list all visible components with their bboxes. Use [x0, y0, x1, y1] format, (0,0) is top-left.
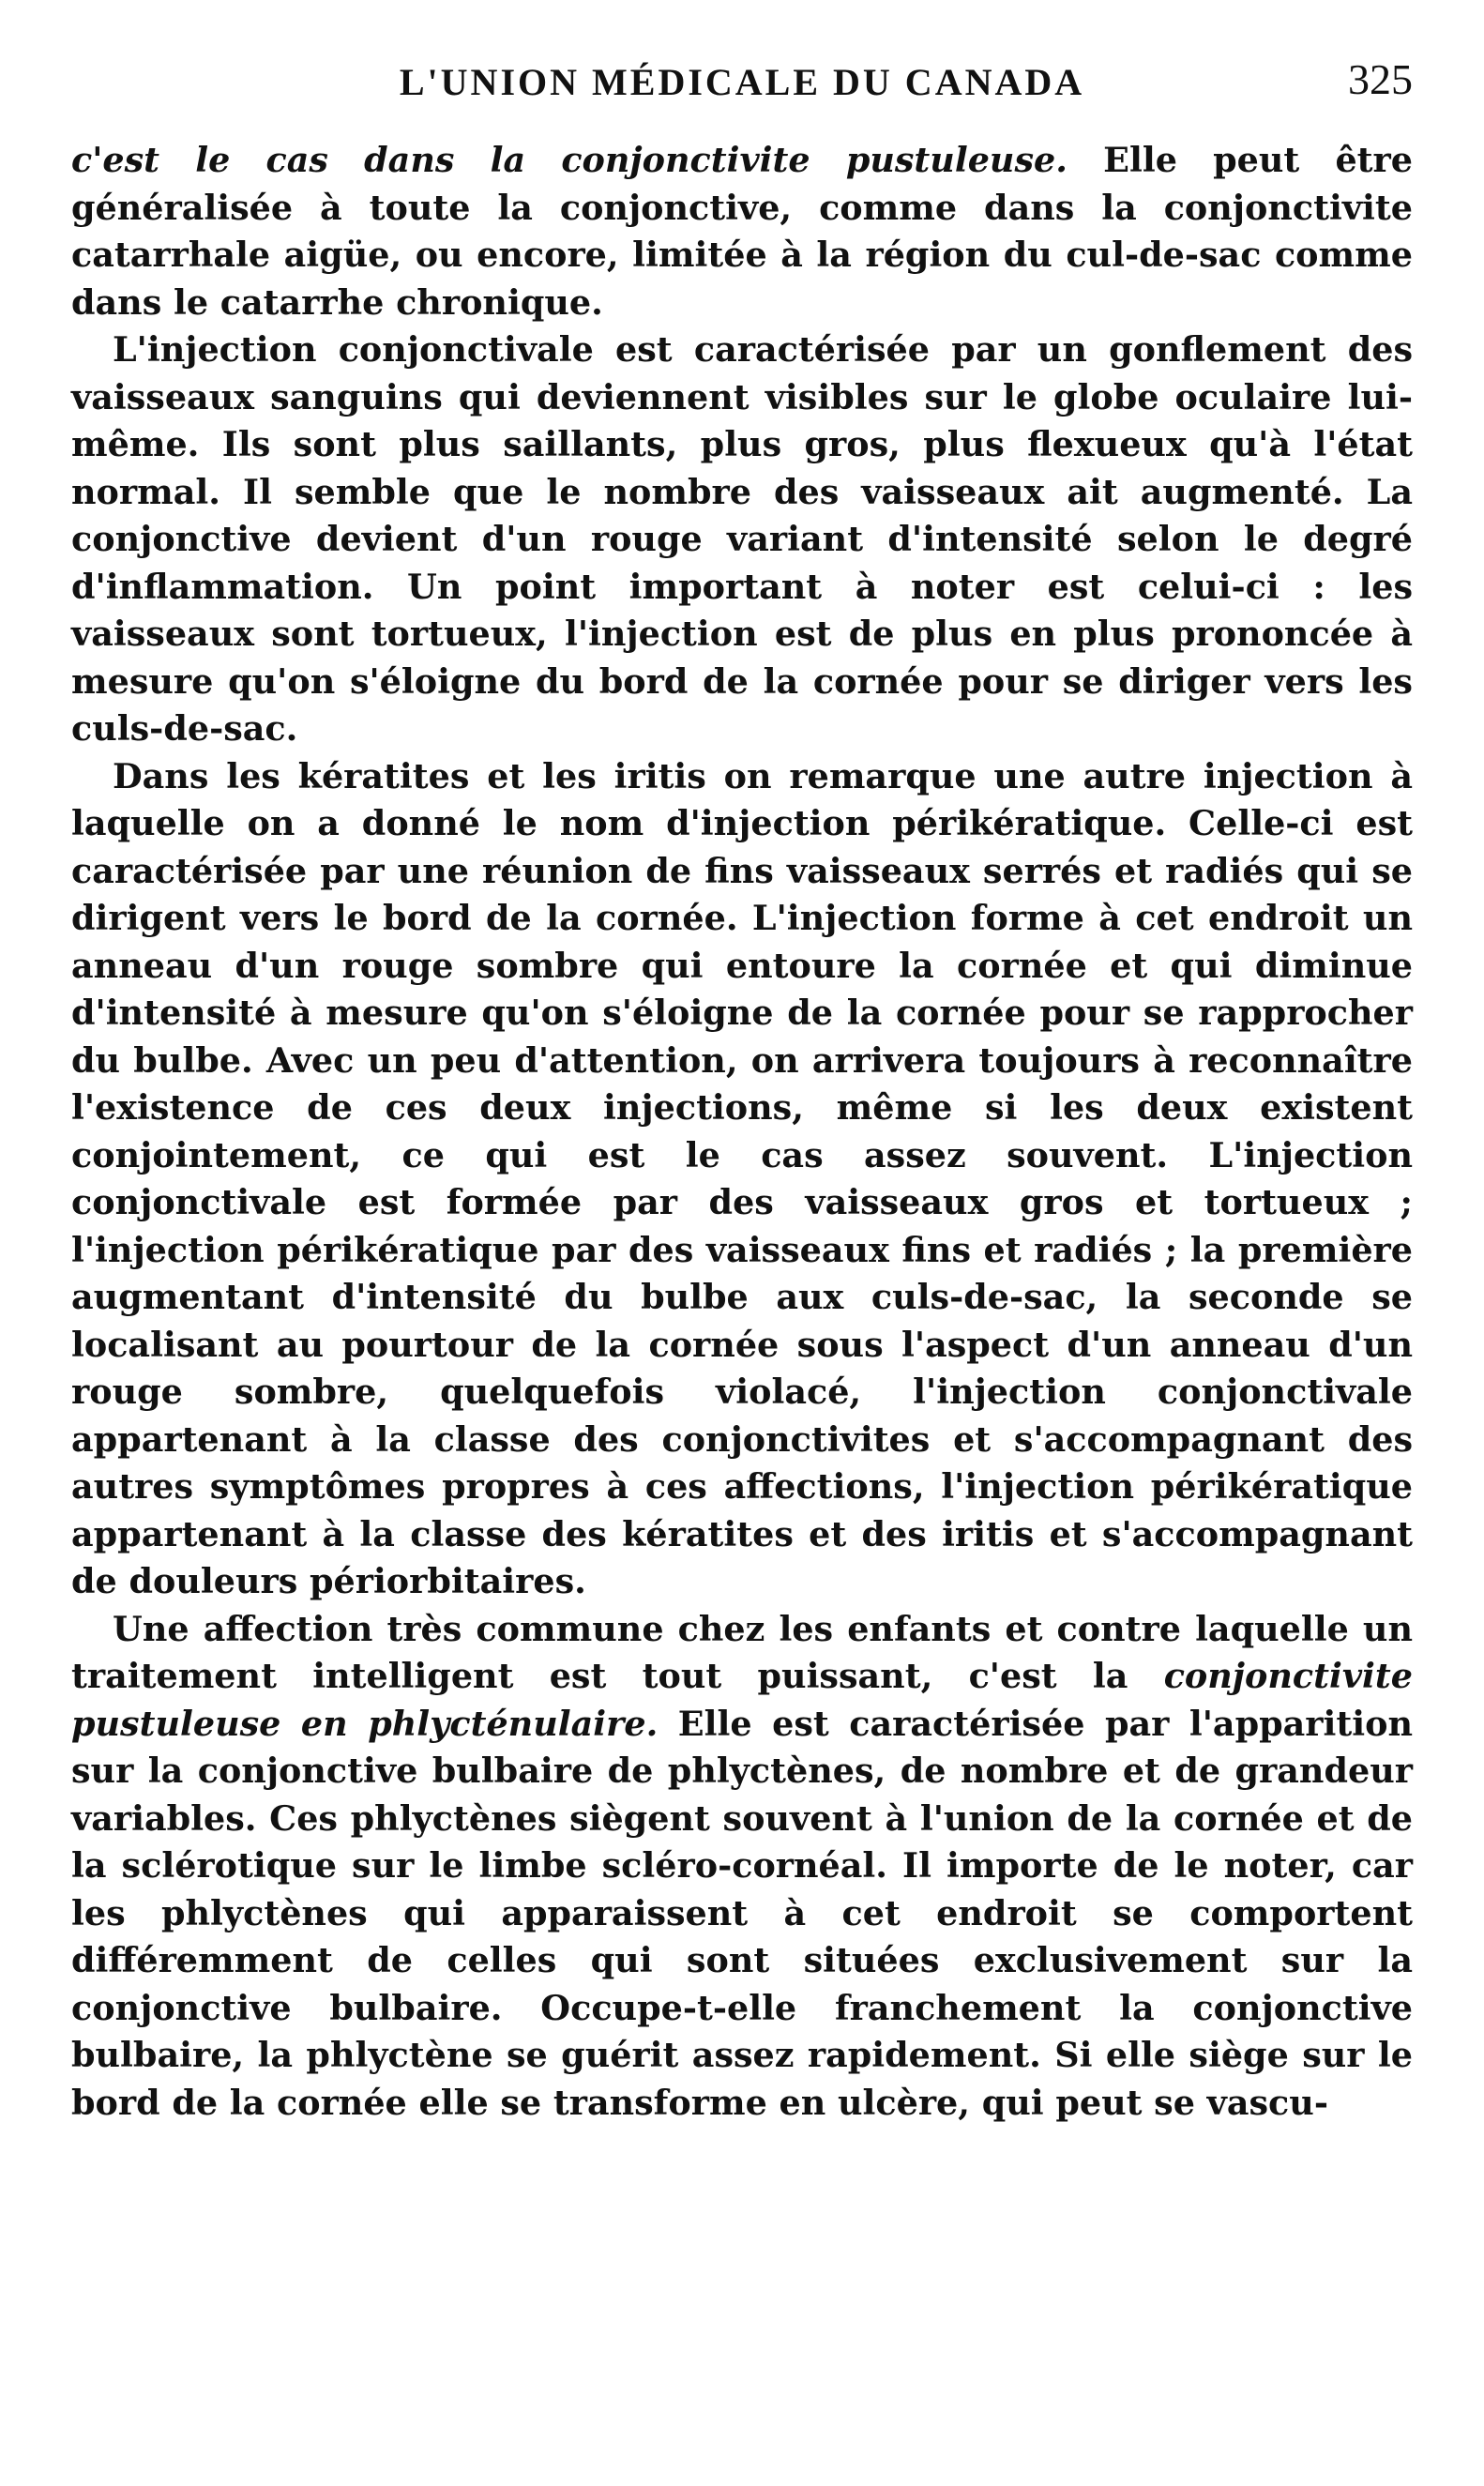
- paragraph-1: [71, 137, 1413, 326]
- paragraph-4: [71, 1606, 1413, 2128]
- paragraph-4-after: Elle est caractérisée par l'apparition sur la conjonctive bulbaire de phlyctènes, de nombre et de grandeur variables. Ces phlyctènes siègent souvent à l'union de la cornée et de la sclérotique sur le limbe scléro-cornéal. Il importe de le noter, car les phlyctènes qui apparaissent à cet endroit se comportent différemment de celles qui sont situées exclusivement sur la conjonctive bulbaire. Occupe-t-elle franchement la conjonctive bulbaire, la phlyctène se guérit assez rapidement. Si elle siège sur le bord de la cornée elle se transforme en ulcère, qui peut se vascu-: [71, 1703, 1413, 2123]
- body-text: [71, 137, 1413, 2127]
- paragraph-2: L'injection conjonctivale est caractérisée par un gonflement des vaisseaux sanguins qui deviennent visibles sur le globe oculaire lui-même. Ils sont plus saillants, plus gros, plus flexueux qu'à l'état normal. Il semble que le nombre des vaisseaux ait augmenté. La conjonctive devient d'un rouge variant d'intensité selon le degré d'inflammation. Un point important à noter est celui-ci : les vaisseaux sont tortueux, l'injection est de plus en plus prononcée à mesure qu'on s'éloigne du bord de la cornée pour se diriger vers les culs-de-sac.: [71, 329, 1413, 749]
- page-number: 325: [1348, 55, 1413, 103]
- journal-title: L'UNION MÉDICALE DU CANADA: [399, 61, 1085, 103]
- paragraph-1-lead: c'est le cas dans la conjonctivite pustuleuse.: [71, 140, 1068, 180]
- paragraph-1-text: Elle peut être généralisée à toute la conjonctive, comme dans la conjonctivite catarrhale aigüe, ou encore, limitée à la région du cul-de-sac comme dans le catarrhe chronique.: [71, 140, 1413, 323]
- paragraph-4-italic: conjonctivite pustuleuse en phlycténulaire.: [71, 1656, 1413, 1744]
- running-head: [71, 54, 1413, 111]
- paragraph-4-before: Une affection très commune chez les enfants et contre laquelle un traitement intelligent est tout puissant, c'est la: [71, 1608, 1413, 1696]
- paragraph-3: Dans les kératites et les iritis on remarque une autre injection à laquelle on a donné le nom d'injection périkératique. Celle-ci est caractérisée par une réunion de fins vaisseaux serrés et radiés qui se dirigent vers le bord de la cornée. L'injection forme à cet endroit un anneau d'un rouge sombre qui entoure la cornée et qui diminue d'intensité à mesure qu'on s'éloigne de la cornée pour se rapprocher du bulbe. Avec un peu d'attention, on arrivera toujours à reconnaître l'existence de ces deux injections, même si les deux existent conjointement, ce qui est le cas assez souvent. L'injection conjonctivale est formée par des vaisseaux gros et tortueux ; l'injection périkératique par des vaisseaux fins et radiés ; la première augmentant d'intensité du bulbe aux culs-de-sac, la seconde se localisant au pourtour de la cornée sous l'aspect d'un anneau d'un rouge sombre, quelquefois violacé, l'injection conjonctivale appartenant à la classe des conjonctivites et s'accompagnant des autres symptômes propres à ces affections, l'injection périkératique appartenant à la classe des kératites et des iritis et s'accompagnant de douleurs périorbitaires.: [71, 755, 1413, 1601]
